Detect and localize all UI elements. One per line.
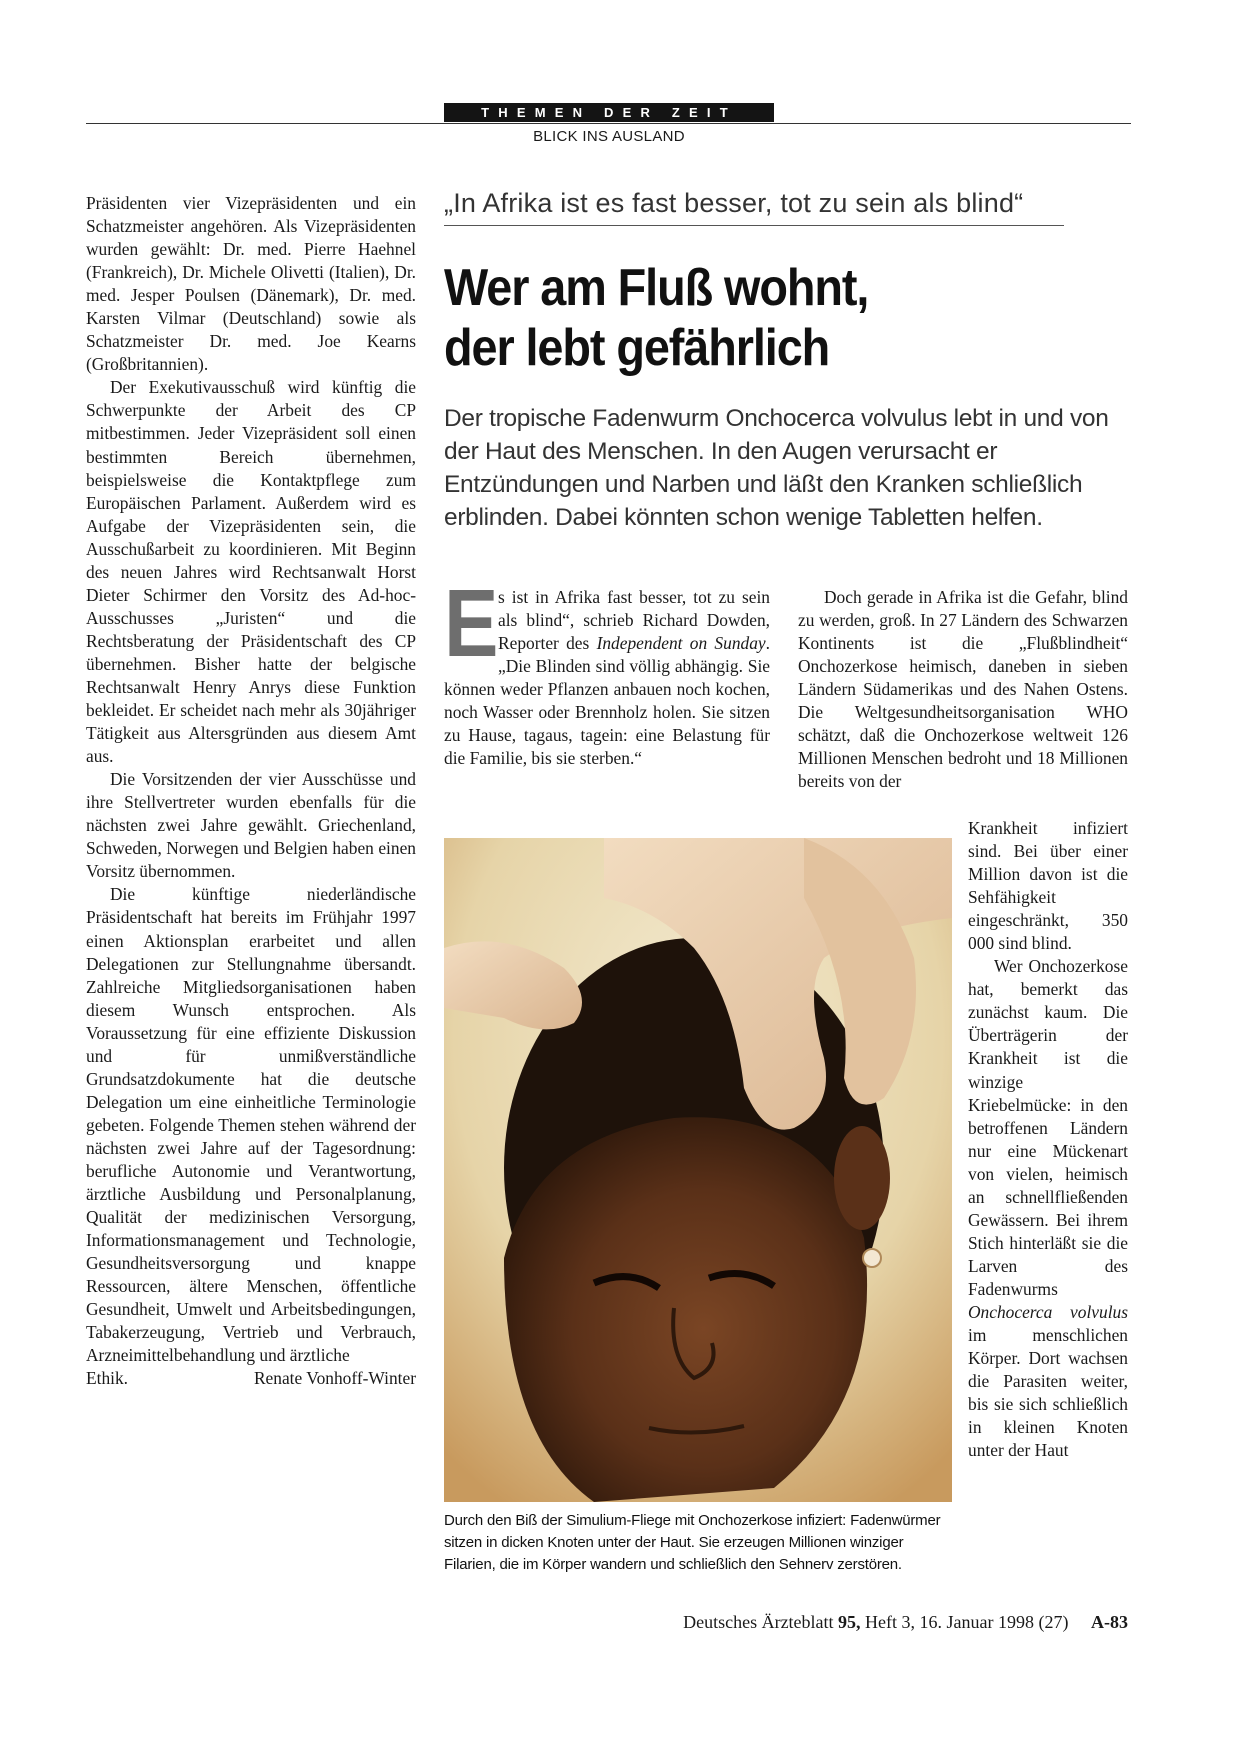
section-banner: THEMEN DER ZEIT — [444, 103, 774, 122]
page-footer — [600, 1612, 1128, 1633]
species-name: Onchocerca volvulus — [968, 1301, 1128, 1322]
article-headline — [444, 258, 1056, 378]
closing-word: Ethik. — [86, 1368, 129, 1389]
photo-illustration — [444, 838, 952, 1502]
volume-number: 95, — [838, 1612, 861, 1632]
paragraph: Der Exekutivausschuß wird künftig die Schwerpunkte der Arbeit des CP mitbestimmen. Jeder Vizepräsident soll einen bestimmten Bereich übernehmen, beispielsweise die Kontaktpflege zum Europäischen Parlament. Außerdem wird es Aufgabe der Vizepräsidenten sein, die Ausschußarbeit zu koordinieren. Mit Beginn des neuen Jahres wird Rechtsanwalt Horst Dieter Schirmer den Vorsitz des Ad-hoc-Ausschusses „Juristen“ und die Rechtsberatung der Präsidentschaft des CP übernehmen. Bisher hatte der belgische Rechtsanwalt Henry Anrys diese Funktion bekleidet. Er scheidet nach mehr als 30jähriger Tätigkeit aus Altersgründen aus diesem Amt aus. — [86, 377, 416, 767]
journal-name: Deutsches Ärzteblatt — [683, 1612, 834, 1632]
paragraph: Präsidenten vier Vizepräsidenten und ein Schatzmeister angehören. Als Vizepräsidenten wurden gewählt: Dr. med. Pierre Haehnel (Frankreich), Dr. Michele Olivetti (Italien), Dr. med. Jesper Poulsen (Dänemark), Dr. med. Karsten Vilmar (Deutschland) sowie als Schatzmeister Dr. med. Joe Kearns (Großbritannien). — [86, 193, 416, 375]
article-photo — [444, 838, 952, 1502]
text-run: s ist in Afrika fast besser, tot zu sein als blind“, schrieb Richard Dowden, Reporter des — [498, 587, 770, 654]
article-lead: Der tropische Fadenwurm Onchocerca volvulus lebt in und von der Haut des Menschen. In den Augen verursacht er Entzündungen und Narben und läßt den Kranken schließlich erblinden. Dabei könnten schon wenige Tabletten helfen. — [444, 405, 1109, 531]
article-kicker: „In Afrika ist es fast besser, tot zu sein als blind“ — [444, 188, 1064, 226]
issue-info: Heft 3, 16. Januar 1998 (27) — [865, 1612, 1069, 1632]
headline-line-1: Wer am Fluß wohnt, — [444, 259, 869, 317]
paragraph: Die Vorsitzenden der vier Ausschüsse und ihre Stellvertreter wurden ebenfalls für die nächsten zwei Jahre gewählt. Griechenland, Schweden, Norwegen und Belgien haben einen Vorsitz übernommen. — [86, 769, 416, 882]
paragraph — [968, 955, 1128, 1462]
opening-paragraph — [444, 570, 770, 770]
photo-caption: Durch den Biß der Simulium-Fliege mit Onchozerkose infiziert: Fadenwürmer sitzen in dicken Knoten unter der Haut. Sie erzeugen Millionen winziger Filarien, die im Körper wandern und schließlich den Sehnerv zerstören. — [444, 1512, 941, 1573]
text-run: . „Die Blinden sind völlig abhängig. Sie können weder Pflanzen anbauen noch kochen, noch Wasser oder Brennholz holen. Sie sitzen zu Hause, tagaus, tagein: eine Belastung für die Familie, bis sie sterben.“ — [444, 633, 770, 769]
text-run: Wer Onchozerkose hat, bemerkt das zunächst kaum. Die Überträgerin der Krankheit ist die winzige Kriebelmücke: in den betroffenen Ländern nur eine Mückenart von vielen, heimisch an schnellfließenden Gewässern. Bei ihrem Stich hinterläßt sie die Larven des Fadenwurms — [968, 956, 1128, 1299]
author-name: Renate Vonhoff-Winter — [253, 1368, 416, 1389]
subsection-label: BLICK INS AUSLAND — [533, 128, 685, 145]
paragraph: Die künftige niederländische Präsidentschaft hat bereits im Frühjahr 1997 einen Aktionsplan erarbeitet und allen Delegationen zur Stellungnahme übersandt. Zahlreiche Mitgliedsorganisationen haben diesem Wunsch entsprochen. Als Voraussetzung für eine effiziente Diskussion und für unmißverständliche Grundsatzdokumente hat die deutsche Delegation um eine einheitliche Terminologie gebeten. Folgende Themen stehen während der nächsten zwei Jahre auf der Tagesordnung: berufliche Autonomie und Verantwortung, ärztliche Ausbildung und Personalplanung, Qualität der medizinischen Versorgung, Informationsmanagement und Technologie, Gesundheitsversorgung und knappe Ressourcen, ältere Menschen, öffentliche Gesundheit, Umwelt und Arbeitsbedingungen, Tabakerzeugung, Vertrieb und Verbrauch, Arzneimittelbehandlung und ärztliche — [86, 884, 416, 1366]
right-column-text — [798, 586, 1128, 793]
header-rule — [86, 123, 1131, 124]
drop-cap: E — [444, 570, 499, 677]
newspaper-name: Independent on Sunday — [596, 633, 766, 654]
signature-line — [86, 1367, 416, 1390]
right-narrow-column-text — [968, 817, 1128, 1462]
paragraph: Doch gerade in Afrika ist die Gefahr, blind zu werden, groß. In 27 Ländern des Schwarzen Kontinents ist die „Flußblindheit“ Onchozerkose heimisch, daneben in sieben Ländern Südamerikas und des Nahen Ostens. Die Weltgesundheitsorganisation WHO schätzt, daß die Onchozerkose weltweit 126 Millionen Menschen bedroht und 18 Millionen bereits von der — [798, 587, 1128, 792]
page-number: A-83 — [1091, 1612, 1128, 1632]
middle-column-text — [444, 570, 770, 770]
left-column-text — [86, 192, 416, 1390]
headline-line-2: der lebt gefährlich — [444, 319, 830, 377]
text-run: im menschlichen Körper. Dort wachsen die Parasiten weiter, bis sie sich schließlich in kleinen Knoten unter der Haut — [968, 1325, 1128, 1461]
paragraph: Krankheit infiziert sind. Bei über einer Million davon ist die Sehfähigkeit eingeschränkt, 350 000 sind blind. — [968, 818, 1128, 954]
